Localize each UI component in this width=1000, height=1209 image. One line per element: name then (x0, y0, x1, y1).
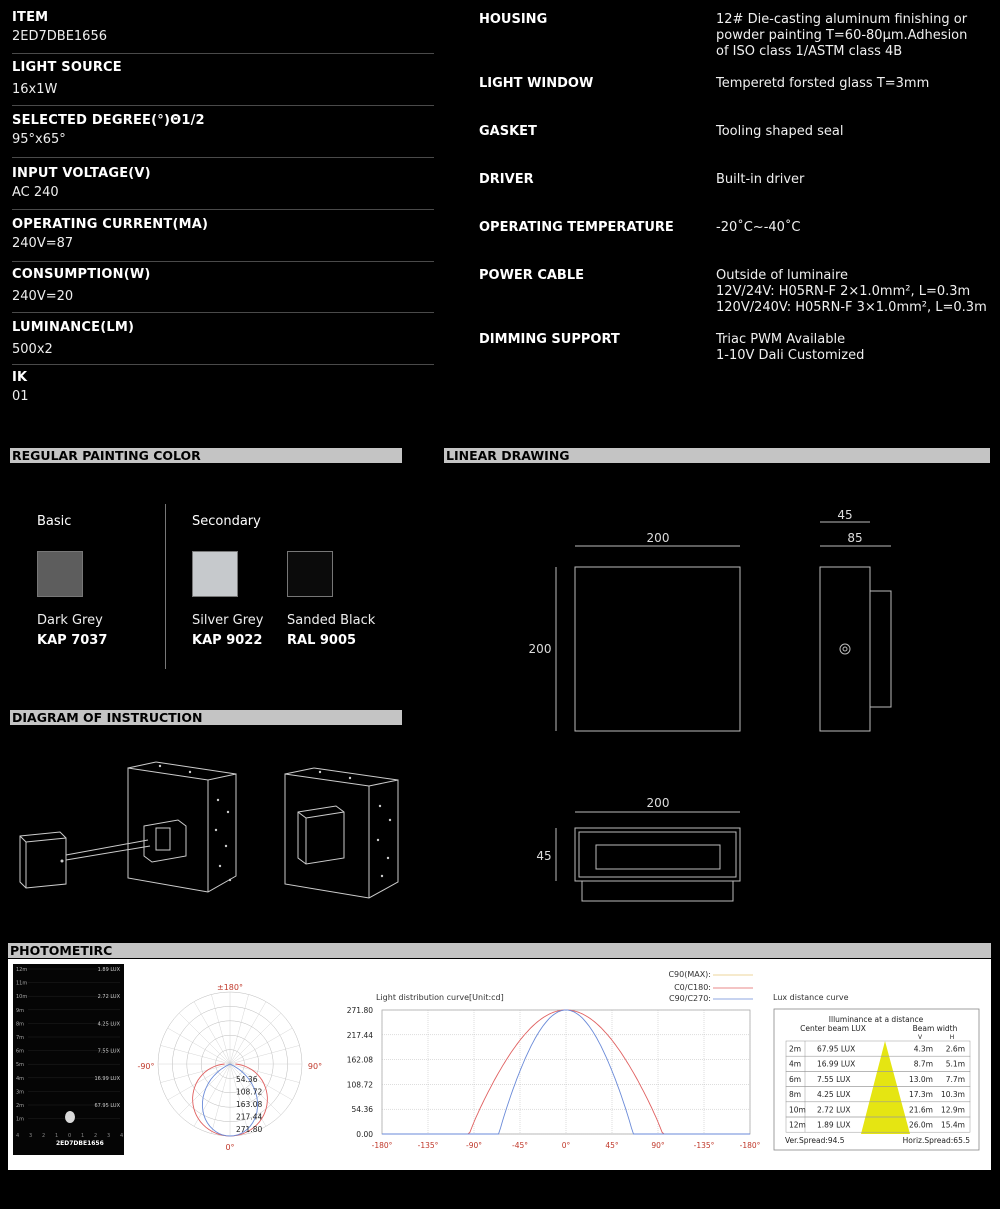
lux-panel-xtick: 4 (16, 1133, 20, 1139)
swatch-code: KAP 9022 (192, 633, 263, 648)
lux-distance-d: 2m (789, 1044, 802, 1054)
polar-spoke (230, 1002, 266, 1064)
lux-beam-cone (861, 1041, 910, 1134)
lux-distance-v: 26.0m (908, 1120, 933, 1130)
spec-line: powder painting T=60-80μm.Adhesion (716, 28, 968, 43)
curve-ytick: 54.36 (351, 1105, 373, 1115)
lux-panel-distance: 9m (16, 1007, 25, 1014)
lux-panel-xtick: 2 (42, 1133, 46, 1139)
spec-value: 240V=87 (12, 236, 74, 251)
center-beam-heading: Center beam LUX (800, 1024, 866, 1033)
lux-panel-lux: 4.25 LUX (97, 1021, 120, 1028)
spec-label: HOUSING (479, 12, 548, 27)
lux-distance-lux: 67.95 LUX (817, 1044, 856, 1054)
lux-distance-d: 10m (789, 1105, 806, 1115)
polar-ring-label: 217.44 (236, 1112, 263, 1122)
spec-line: 12# Die-casting aluminum finishing or (716, 12, 968, 27)
spec-value: 2ED7DBE1656 (12, 29, 107, 44)
spec-value: Temperetd forsted glass T=3mm (716, 76, 930, 91)
polar-ring-label: 271.80 (236, 1125, 263, 1134)
lux-distance-d: 4m (789, 1059, 802, 1069)
basic-heading: Basic (37, 514, 72, 529)
polar-spoke (230, 994, 249, 1064)
polar-spoke (211, 994, 230, 1064)
spec-value: 16x1W (12, 82, 58, 97)
spec-label: OPERATING TEMPERATURE (479, 220, 674, 235)
bottom-view-bracket (582, 881, 733, 901)
section-bar-photometric: PHOTOMETIRC (8, 943, 991, 958)
polar-spoke (230, 1028, 292, 1064)
polar-spoke (211, 1064, 230, 1134)
curve-ytick: 162.08 (346, 1055, 373, 1065)
swatch-code: RAL 9005 (287, 633, 357, 648)
lux-panel-distance: 2m (16, 1103, 25, 1109)
polar-ring-label: 163.08 (236, 1100, 263, 1109)
lux-panel-distance: 6m (16, 1048, 25, 1055)
lux-panel-distance: 1m (16, 1116, 25, 1123)
legend-c90c270: C90/C270: (668, 994, 711, 1003)
polar-spoke (230, 1013, 281, 1064)
section-bar-instruction: DIAGRAM OF INSTRUCTION (10, 710, 402, 725)
lux-distance-h: 12.9m (940, 1105, 965, 1115)
dim-side-depth: 85 (847, 531, 863, 545)
spec-line: Outside of luminaire (716, 268, 848, 283)
section-bar-linear: LINEAR DRAWING (444, 448, 990, 463)
lux-distance-title: Lux distance curve (773, 993, 849, 1002)
swatch-name: Silver Grey (192, 613, 264, 628)
instruction-diagram (20, 762, 398, 898)
lux-panel-xtick: 0 (68, 1133, 72, 1139)
lux-panel-lux: 7.55 LUX (97, 1048, 120, 1055)
polar-spoke (179, 1064, 230, 1115)
curve-ytick: 217.44 (346, 1030, 373, 1040)
lux-distance-v: 21.6m (908, 1105, 933, 1115)
lux-panel-distance: 3m (16, 1089, 25, 1096)
lux-distance-v: 17.3m (908, 1090, 933, 1100)
lux-distance-lux: 7.55 LUX (817, 1074, 851, 1084)
spec-value: 500x2 (12, 342, 53, 357)
polar-label-left: -90° (137, 1062, 155, 1071)
polar-spoke (160, 1064, 230, 1083)
bottom-view-outer (575, 828, 740, 881)
polar-label-top: ±180° (217, 983, 243, 992)
lux-panel-distance: 4m (16, 1075, 25, 1082)
dim-bottom-height: 45 (536, 849, 552, 863)
legend-c0c180: C0/C180: (674, 983, 711, 992)
bottom-view-window (596, 845, 720, 869)
polar-label-bottom: 0° (225, 1143, 235, 1152)
lux-distance-h: 5.1m (945, 1059, 965, 1069)
curve-ytick: 0.00 (356, 1130, 373, 1139)
lux-panel-lux: 16.99 LUX (94, 1075, 120, 1082)
spec-label: DRIVER (479, 172, 534, 187)
lux-distance-h: 2.6m (945, 1044, 965, 1054)
lux-panel-distance: 11m (16, 980, 28, 987)
beam-v-heading: V (917, 1034, 923, 1041)
lux-panel-xtick: 3 (29, 1133, 33, 1139)
lux-distance-h: 10.3m (940, 1090, 965, 1100)
lux-panel-xtick: 3 (107, 1133, 111, 1139)
curve-xtick: 0° (561, 1141, 571, 1150)
lux-panel-model: 2ED7DBE1656 (56, 1140, 104, 1147)
dim-front-width: 200 (646, 531, 670, 545)
lux-panel-distance: 5m (16, 1062, 25, 1069)
hor-spread: Horiz.Spread:65.5 (902, 1136, 970, 1145)
curve-title: Light distribution curve[Unit:cd] (376, 993, 504, 1002)
curve-xtick: 45° (605, 1141, 619, 1150)
side-view-body (820, 567, 870, 731)
lux-distance-v: 8.7m (913, 1059, 933, 1069)
side-view-screw-inner (843, 647, 847, 651)
spec-line: 12V/24V: H05RN-F 2×1.0mm², L=0.3m (716, 284, 971, 299)
bottom-view-inner (579, 832, 736, 877)
spec-label: LIGHT WINDOW (479, 76, 594, 91)
spec-value: 01 (12, 389, 29, 404)
photometric-panel (8, 959, 991, 1170)
photometric-charts (8, 959, 991, 1170)
spec-label: GASKET (479, 124, 537, 139)
swatch-name: Dark Grey (37, 613, 103, 628)
lux-distance-lux: 1.89 LUX (817, 1120, 851, 1130)
spec-label: LUMINANCE(LM) (12, 320, 135, 335)
spec-label: IK (12, 370, 28, 385)
spec-value: AC 240 (12, 185, 59, 200)
curve-ytick: 271.80 (346, 1006, 373, 1015)
lux-distance-row (786, 1041, 970, 1056)
lux-distance-h: 15.4m (940, 1120, 965, 1130)
curve-ytick: 108.72 (346, 1080, 373, 1090)
lux-panel-lux: 2.72 LUX (97, 994, 120, 1001)
spec-label: INPUT VOLTAGE(V) (12, 166, 151, 181)
ver-spread: Ver.Spread:94.5 (785, 1136, 845, 1145)
lux-panel-distance: 10m (16, 994, 28, 1001)
lux-panel-xtick: 1 (55, 1133, 59, 1139)
lux-distance-v: 13.0m (908, 1074, 933, 1084)
lux-panel-lux: 1.89 LUX (97, 967, 120, 973)
swatch-code: KAP 7037 (37, 633, 108, 648)
spec-value: -20˚C~-40˚C (716, 220, 801, 235)
lux-panel-lux: 67.95 LUX (94, 1103, 120, 1109)
spec-label: SELECTED DEGREE(°)Θ1/2 (12, 113, 205, 128)
spec-label: ITEM (12, 10, 49, 25)
polar-ring-label: 108.72 (236, 1087, 263, 1097)
legend-c90max: C90(MAX): (668, 970, 711, 979)
curve-xtick: -45° (512, 1141, 528, 1150)
curve-xtick: 90° (651, 1141, 665, 1150)
section-bar-painting: REGULAR PAINTING COLOR (10, 448, 402, 463)
curve-xtick: -180° (371, 1141, 393, 1150)
spec-label: POWER CABLE (479, 268, 585, 283)
lux-panel-distance: 12m (16, 967, 28, 973)
beam-width-heading: Beam width (912, 1024, 958, 1033)
curve-xtick: -135° (417, 1141, 439, 1150)
spec-value: Built-in driver (716, 172, 805, 187)
spec-label: CONSUMPTION(W) (12, 267, 151, 282)
spec-label: OPERATING CURRENT(MA) (12, 217, 209, 232)
swatch-name: Sanded Black (287, 613, 376, 628)
polar-spoke (160, 1045, 230, 1064)
spec-line: 120V/240V: H05RN-F 3×1.0mm², L=0.3m (716, 300, 987, 315)
lux-distance-heading: Illuminance at a distance (828, 1015, 924, 1024)
polar-spoke (194, 1002, 230, 1064)
lux-panel-xtick: 4 (120, 1133, 124, 1139)
spec-line: Triac PWM Available (716, 332, 846, 347)
lux-distance-lux: 2.72 LUX (817, 1105, 851, 1115)
lux-panel-bg (13, 964, 124, 1155)
spec-line: 1-10V Dali Customized (716, 348, 865, 363)
spec-label: DIMMING SUPPORT (479, 332, 620, 347)
spec-line: of ISO class 1/ASTM class 4B (716, 44, 903, 59)
lux-distance-h: 7.7m (945, 1074, 965, 1084)
dim-bottom-width: 200 (646, 796, 670, 810)
polar-spoke (168, 1028, 230, 1064)
side-view-bracket (870, 591, 891, 707)
lux-distance-d: 6m (789, 1074, 802, 1084)
side-view-screw (840, 644, 850, 654)
curve-xtick: -135° (693, 1141, 715, 1150)
lux-panel-xtick: 2 (94, 1133, 98, 1139)
spec-label: LIGHT SOURCE (12, 60, 122, 75)
lux-distance-lux: 4.25 LUX (817, 1090, 851, 1100)
lux-distance-d: 12m (789, 1120, 806, 1130)
curve-xtick: -90° (466, 1141, 482, 1150)
lux-distance-v: 4.3m (913, 1044, 933, 1054)
polar-ring-label: 54.36 (236, 1075, 258, 1084)
polar-spoke (194, 1064, 230, 1126)
dim-front-height: 200 (528, 642, 552, 656)
lux-panel-distance: 8m (16, 1021, 25, 1028)
polar-spoke (179, 1013, 230, 1064)
beam-h-heading: H (949, 1034, 955, 1041)
mounted-luminaire-sketch (298, 806, 344, 864)
spec-value: 240V=20 (12, 289, 74, 304)
polar-spoke (230, 1045, 300, 1064)
polar-label-right: 90° (307, 1062, 323, 1071)
lux-panel-distance: 7m (16, 1035, 25, 1041)
spec-value: Tooling shaped seal (716, 124, 844, 139)
lux-panel-xtick: 1 (81, 1133, 85, 1139)
lux-distance-lux: 16.99 LUX (817, 1059, 856, 1069)
bracket-sketch (144, 820, 186, 862)
lux-distance-d: 8m (789, 1090, 802, 1100)
curve-xtick: -180° (739, 1141, 761, 1150)
wall-sketch-2 (285, 774, 398, 898)
front-view-outline (575, 567, 740, 731)
spec-value: 95°x65° (12, 132, 66, 147)
dim-side-top: 45 (837, 508, 853, 522)
lux-panel-light-spot (65, 1111, 75, 1123)
secondary-heading: Secondary (192, 514, 261, 529)
